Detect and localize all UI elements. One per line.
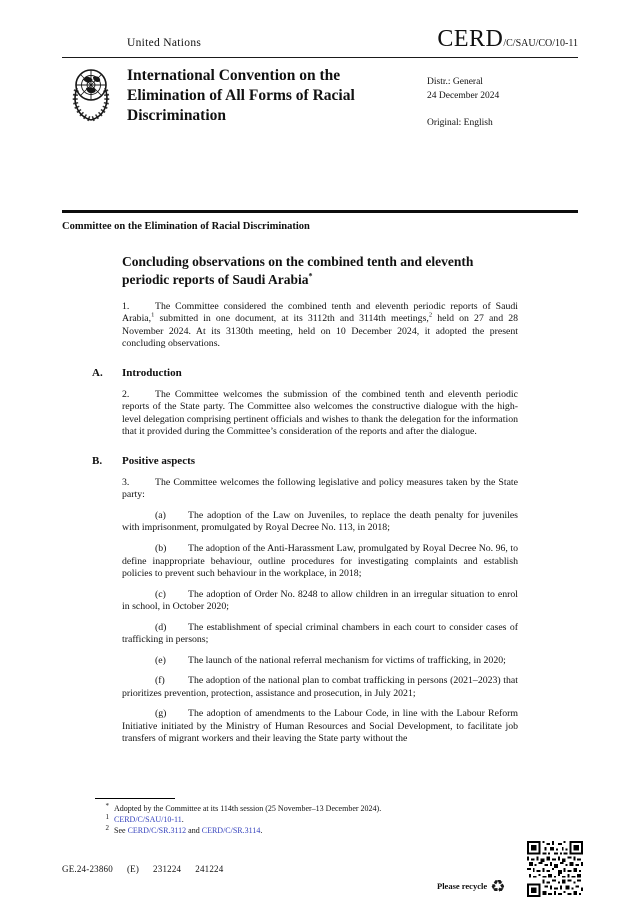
- un-emblem-icon: [67, 64, 115, 131]
- footer-code-1: 231224: [153, 864, 182, 874]
- distr-line: Distr.: General: [427, 77, 483, 87]
- list-item-text: The adoption of the Law on Juveniles, to replace the death penalty for juveniles with imprisonment, promulgated by Royal Decree No. 113, in 2018;: [122, 509, 518, 534]
- convention-title: International Convention on the Elimination of All Forms of Racial Discrimination: [127, 67, 355, 124]
- list-item-a: [122, 510, 518, 535]
- list-item-text: The launch of the national referral mechanism for victims of trafficking, in 2020;: [188, 654, 506, 666]
- document-symbol: [437, 26, 578, 53]
- paragraph-text: The Committee welcomes the submission of the combined tenth and eleventh periodic reports of the State party. The Committee also welcomes the constructive dialogue with the high-level delegation comprising pertinent officials and wishes to thank the delegation for the information that it provided during the Committee’s consideration of the reports and after the dialogue.: [122, 388, 518, 438]
- document-symbol-main: CERD: [437, 26, 504, 52]
- footnote-text-tail: .: [260, 826, 263, 836]
- date-line: 24 December 2024: [427, 90, 500, 101]
- list-item-label: (c): [155, 588, 166, 600]
- list-item-label: (e): [155, 654, 166, 666]
- paragraph-text: The Committee considered the combined tenth and eleventh periodic reports of Saudi Arabia,: [122, 300, 518, 325]
- footnote-1: [95, 814, 525, 825]
- section-title: Positive aspects: [122, 454, 196, 467]
- footnote-text: Adopted by the Committee at its 114th session (25 November–13 December 2024).: [114, 804, 382, 813]
- paragraph-number: 2.: [122, 388, 130, 400]
- footer-job-line: [62, 864, 237, 874]
- list-item-label: (b): [155, 543, 167, 554]
- list-item-g: [122, 708, 518, 746]
- document-title-text: Concluding observations on the combined tenth and eleventh periodic reports of Saudi Arabia: [122, 254, 474, 287]
- document-symbol-suffix: /C/SAU/CO/10-11: [503, 38, 578, 49]
- footnote-star: [95, 803, 525, 814]
- footnote-text: [114, 825, 525, 836]
- footnotes-block: [95, 798, 525, 837]
- header-rule-thin: [62, 57, 578, 58]
- list-item-text: The adoption of Order No. 8248 to allow children in an irregular situation to enrol in school, in October 2020;: [122, 588, 518, 613]
- paragraph-3: [122, 477, 518, 502]
- footnote-text-tail: .: [181, 815, 184, 825]
- list-item-b: [122, 543, 518, 581]
- title-footnote-mark: *: [308, 271, 313, 281]
- paragraph-1: [122, 301, 518, 351]
- please-recycle: [437, 874, 506, 897]
- paragraph-text: submitted in one document, at its 3112th and 3114th meetings,: [154, 313, 429, 325]
- document-title: [122, 253, 518, 289]
- footer-code-2: 241224: [195, 864, 224, 874]
- list-item-label: (d): [155, 621, 167, 633]
- paragraph-text: held on 27 and 28 November 2024. At its 3130th meeting, held on 10 December 2024, it adopted the present concluding observations.: [122, 313, 518, 350]
- footnote-ref-1: 1: [151, 311, 155, 319]
- section-title: Introduction: [122, 366, 182, 379]
- footnote-text-pre: See: [114, 826, 128, 836]
- list-item-d: [122, 622, 518, 647]
- footnote-marker: 2: [105, 824, 109, 833]
- document-meta: [427, 76, 499, 130]
- footnote-text-mid: and: [186, 826, 202, 836]
- list-item-label: (a): [155, 509, 166, 521]
- footnote-marker: *: [105, 802, 109, 810]
- footer-job-number: GE.24-23860: [62, 864, 113, 874]
- header-rule-thick: [62, 210, 578, 213]
- footnote-link[interactable]: CERD/C/SR.3112: [127, 826, 187, 836]
- list-item-label: (f): [155, 675, 165, 687]
- list-item-text: The adoption of amendments to the Labour Code, in line with the Labour Reform Initiative initiated by the Ministry of Human Resources and Social Development, to facilitate job transfers of migrant workers and their leaving the State party without the: [122, 708, 518, 745]
- footnote-marker: 1: [105, 813, 109, 822]
- document-body: [92, 253, 518, 754]
- section-letter: A.: [92, 366, 103, 379]
- please-recycle-label: Please recycle: [437, 881, 488, 891]
- list-item-f: [122, 675, 518, 700]
- qr-code: [527, 841, 583, 902]
- list-item-e: [122, 655, 518, 668]
- section-heading-a: [92, 366, 518, 379]
- list-item-label: (g): [155, 708, 167, 720]
- paragraph-2: [122, 389, 518, 439]
- paragraph-number: 3.: [122, 476, 130, 488]
- list-item-c: [122, 589, 518, 614]
- committee-heading: Committee on the Elimination of Racial Discrimination: [62, 221, 310, 232]
- section-heading-b: [92, 454, 518, 467]
- original-language-line: Original: English: [427, 117, 493, 128]
- footnote-separator: [95, 798, 175, 799]
- footnote-link[interactable]: CERD/C/SAU/10-11: [114, 815, 182, 825]
- footnote-link[interactable]: CERD/C/SR.3114: [201, 826, 261, 836]
- united-nations-label: United Nations: [127, 37, 202, 49]
- paragraph-text: The Committee welcomes the following legislative and policy measures taken by the State party:: [122, 476, 518, 501]
- list-item-text: The adoption of the national plan to combat trafficking in persons (2021–2023) that prioritizes prevention, protection, assistance and prosecution, in July 2021;: [122, 675, 518, 699]
- footnote-ref-2: 2: [428, 311, 433, 319]
- recycle-icon: ♻: [490, 877, 506, 897]
- paragraph-number: 1.: [122, 300, 130, 312]
- list-item-text: The establishment of special criminal chambers in each court to consider cases of trafficking in persons;: [122, 621, 518, 646]
- footer-language-code: (E): [126, 864, 140, 874]
- list-item-text: The adoption of the Anti-Harassment Law, promulgated by Royal Decree No. 96, to define inappropriate behaviour, outline procedures for investigating complaints and establish policies to prevent such behaviour in the workplace, in 2018;: [122, 543, 518, 580]
- footnote-2: [95, 825, 525, 836]
- footnote-text: [114, 814, 525, 825]
- section-letter: B.: [92, 454, 103, 467]
